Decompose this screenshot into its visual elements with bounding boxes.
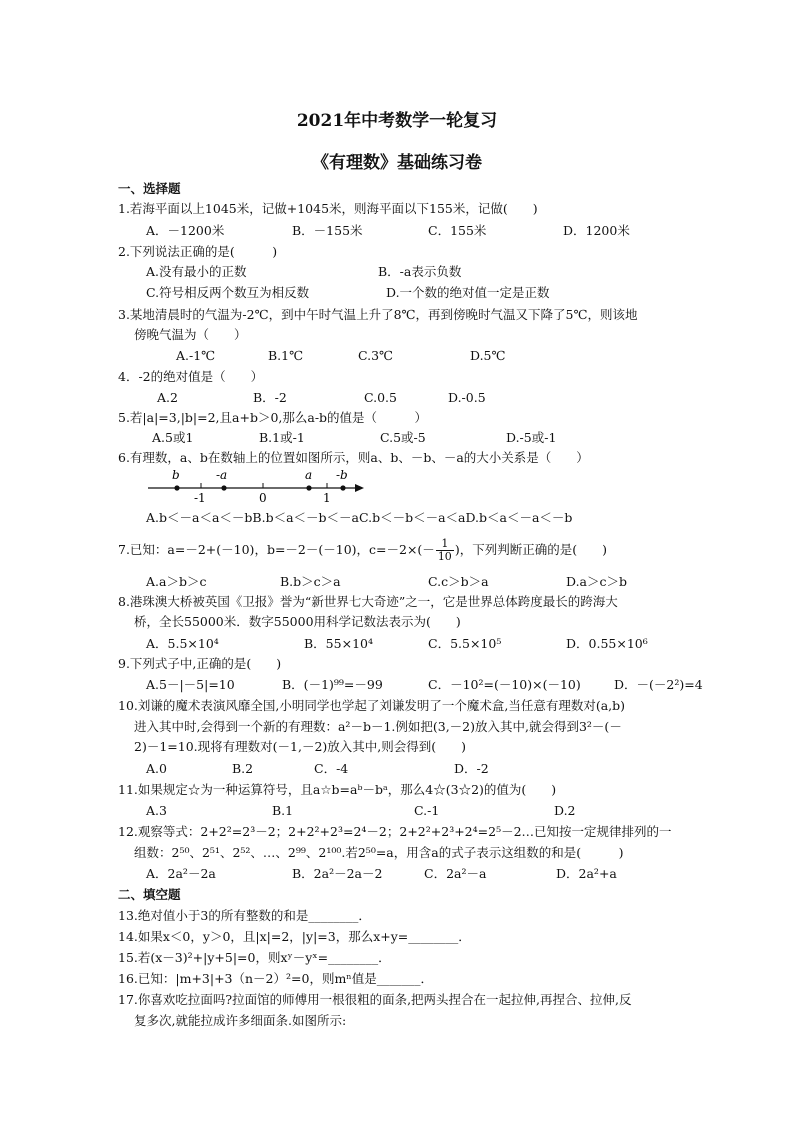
label-neg-a: -a <box>216 468 228 482</box>
question-9-option-b: B．(－1)⁹⁹=－99 <box>282 677 383 692</box>
question-2-option-b: B．-a表示负数 <box>378 264 462 279</box>
tick-label-one: 1 <box>323 491 331 504</box>
question-10-stem-line3: 2)－1=10.现将有理数对(－1,－2)放入其中,则会得到( ) <box>134 739 466 754</box>
question-12-option-c: C．2a²－a <box>424 866 487 881</box>
question-15: 15.若(x－3)²+|y+5|=0，则xʸ－yˣ=________． <box>118 950 391 965</box>
question-9-stem: 9.下列式子中,正确的是( ) <box>118 656 282 671</box>
question-17-line1: 17.你喜欢吃拉面吗?拉面馆的师傅用一根很粗的面条,把两头捏合在一起拉伸,再捏合、拉伸,反 <box>118 992 632 1007</box>
question-1-stem: 1.若海平面以上1045米，记做+1045米，则海平面以下155米，记做( ) <box>118 201 538 216</box>
question-1-option-d: D．1200米 <box>563 223 630 238</box>
question-12-stem-line2: 组数：2⁵⁰、2⁵¹、2⁵²、…、2⁹⁹、2¹⁰⁰.若2⁵⁰=a，用含a的式子表示这组数的和是( ) <box>134 845 624 860</box>
question-2-option-d: D.一个数的绝对值一定是正数 <box>386 285 550 300</box>
section-heading-choice: 一、选择题 <box>118 181 181 196</box>
question-8-option-a: A．5.5×10⁴ <box>146 636 219 651</box>
question-7-option-d: D.a＞c＞b <box>566 574 628 589</box>
question-10-option-c: C．-4 <box>314 761 349 776</box>
worksheet-subtitle: 《有理数》基础练习卷 <box>312 153 482 173</box>
fraction-numerator: 1 <box>436 538 454 551</box>
question-10-stem-line1: 10.刘谦的魔术表演风靡全国,小明同学也学起了刘谦发明了一个魔术盒,当任意有理数对(a,b) <box>118 698 626 713</box>
question-3-option-a: A.-1℃ <box>176 348 216 363</box>
question-5-option-b: B.1或-1 <box>259 430 305 445</box>
question-17-line2: 复多次,就能拉成许多细面条.如图所示: <box>134 1013 347 1028</box>
question-5-option-a: A.5或1 <box>152 430 194 445</box>
question-10-option-a: A.0 <box>146 761 167 776</box>
question-1-option-b: B．－155米 <box>292 223 363 238</box>
question-12-option-a: A．2a²－2a <box>146 866 216 881</box>
question-2-stem: 2.下列说法正确的是( ) <box>118 244 278 259</box>
point-neg-a <box>221 485 226 490</box>
question-3-stem-line1: 3.某地清晨时的气温为-2℃，到中午时气温上升了8℃，再到傍晚时气温又下降了5℃，则该地 <box>118 307 638 322</box>
question-7-option-c: C.c＞b＞a <box>428 574 489 589</box>
worksheet-title: 2021年中考数学一轮复习 <box>296 111 498 131</box>
question-3-option-d: D.5℃ <box>470 348 506 363</box>
question-4-option-c: C.0.5 <box>364 390 397 405</box>
question-11-option-d: D.2 <box>554 803 576 818</box>
tick-label-minus-one: -1 <box>194 491 206 504</box>
question-12-option-b: B．2a²－2a－2 <box>292 866 383 881</box>
label-b: b <box>172 468 180 482</box>
question-2-option-a: A.没有最小的正数 <box>146 264 247 279</box>
question-8-option-c: C．5.5×10⁵ <box>428 636 502 651</box>
question-12-stem-line1: 12.观察等式：2+2²=2³－2；2+2²+2³=2⁴－2；2+2²+2³+2⁴=2⁵－2…已知按一定规律排列的一 <box>118 824 672 839</box>
question-16: 16.已知：|m+3|+3（n－2）²=0，则mⁿ值是_______． <box>118 971 433 986</box>
question-7-stem-pre: 7.已知：a=－2+(－10)，b=－2－(－10)，c=－2×(－ <box>118 542 435 557</box>
question-4-option-d: D.-0.5 <box>448 390 486 405</box>
question-1-option-a: A．－1200米 <box>146 223 225 238</box>
question-3-option-c: C.3℃ <box>358 348 394 363</box>
question-4-option-a: A.2 <box>157 390 178 405</box>
section-heading-fill: 二、填空题 <box>118 887 181 902</box>
question-10-option-b: B.2 <box>232 761 254 776</box>
question-4-stem: 4．-2的绝对值是（ ） <box>118 369 264 384</box>
question-10-stem-line2: 进入其中时,会得到一个新的有理数：a²－b－1.例如把(3,－2)放入其中,就会得到3²－(－ <box>134 719 622 734</box>
point-neg-b <box>340 485 345 490</box>
question-5-option-d: D.-5或-1 <box>506 430 557 445</box>
question-10-option-d: D．-2 <box>454 761 489 776</box>
number-line-figure <box>144 466 374 504</box>
question-9-option-a: A.5－|－5|=10 <box>146 677 235 692</box>
question-4-option-b: B．-2 <box>253 390 287 405</box>
question-2-option-c: C.符号相反两个数互为相反数 <box>146 285 310 300</box>
question-7-option-b: B.b＞c＞a <box>280 574 341 589</box>
point-a <box>306 485 311 490</box>
fraction-denominator: 10 <box>437 550 452 563</box>
question-7-option-a: A.a＞b＞c <box>146 574 207 589</box>
question-6-options: A.b＜－a＜a＜－bB.b＜a＜－b＜－aC.b＜－b＜－a＜aD.b＜a＜－a＜－b <box>146 510 573 525</box>
question-14: 14.如果x＜0，y＞0，且|x|=2，|y|=3，那么x+y=________． <box>118 929 471 944</box>
label-a: a <box>305 468 313 482</box>
tick-label-zero: 0 <box>259 491 267 504</box>
question-8-stem-line2: 桥，全长55000米．数字55000用科学记数法表示为( ) <box>134 614 461 629</box>
question-12-option-d: D．2a²+a <box>556 866 617 881</box>
question-8-option-d: D．0.55×10⁶ <box>566 636 648 651</box>
question-8-option-b: B．55×10⁴ <box>304 636 373 651</box>
question-11-stem: 11.如果规定☆为一种运算符号，且a☆b=aᵇ－bᵃ，那么4☆(3☆2)的值为( ) <box>118 782 557 797</box>
point-b <box>174 485 179 490</box>
question-11-option-b: B.1 <box>272 803 294 818</box>
question-6-stem: 6.有理数，a、b在数轴上的位置如图所示，则a、b、－b、－a的大小关系是（ ） <box>118 450 589 465</box>
question-5-stem: 5.若|a|=3,|b|=2,且a+b＞0,那么a-b的值是（ ） <box>118 410 428 425</box>
question-3-stem-line2: 傍晚气温为（ ） <box>134 327 247 342</box>
question-11-option-c: C.-1 <box>414 803 440 818</box>
question-11-option-a: A.3 <box>146 803 167 818</box>
label-neg-b: -b <box>336 468 348 482</box>
question-5-option-c: C.5或-5 <box>380 430 426 445</box>
question-7-fraction <box>436 538 454 563</box>
number-line-arrow <box>355 484 364 492</box>
question-8-stem-line1: 8.港珠澳大桥被英国《卫报》誉为“新世界七大奇迹”之一，它是世界总体跨度最长的跨海大 <box>118 594 618 609</box>
question-13: 13.绝对值小于3的所有整数的和是________． <box>118 908 371 923</box>
question-1-option-c: C．155米 <box>428 223 487 238</box>
question-9-option-c: C．－10²=(－10)×(－10) <box>428 677 581 692</box>
question-7-stem-post: )，下列判断正确的是( ) <box>454 542 607 557</box>
question-9-option-d: D．－(－2²)=4 <box>614 677 703 692</box>
question-3-option-b: B.1℃ <box>268 348 304 363</box>
question-7-stem <box>118 538 607 563</box>
